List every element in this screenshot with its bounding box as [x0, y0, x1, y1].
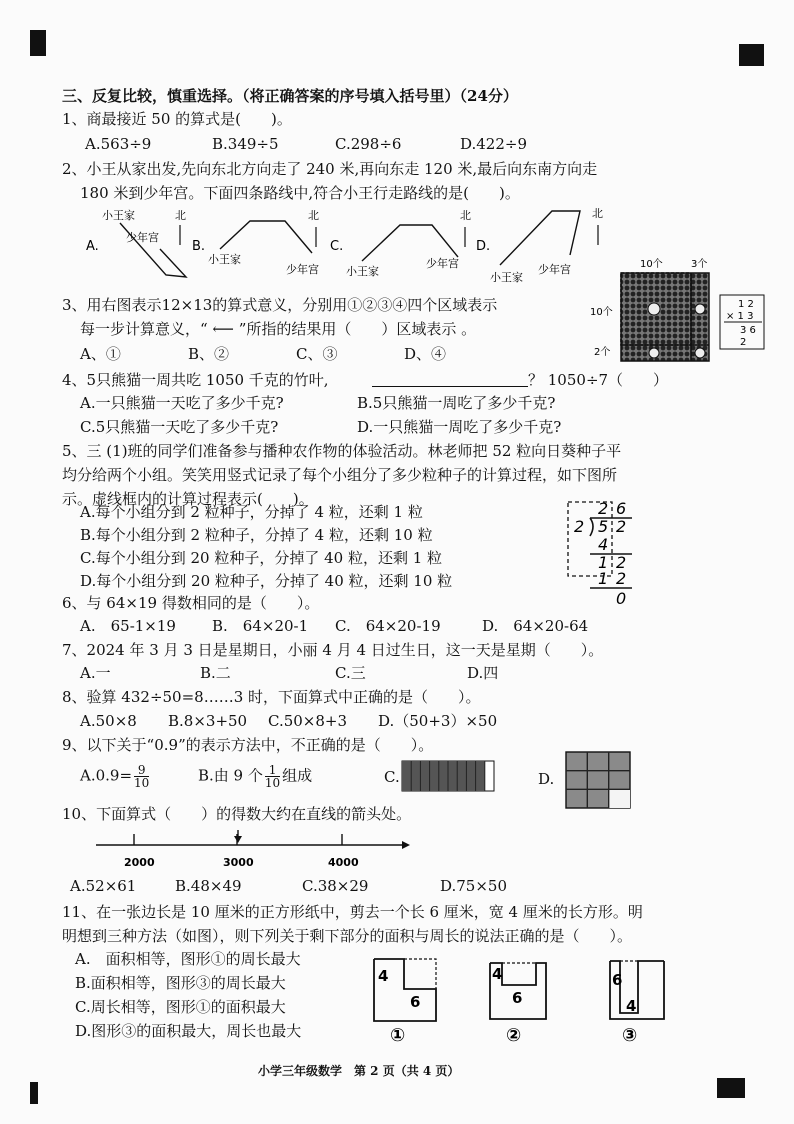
q11-shape-figures [360, 955, 660, 1050]
q9-a-fraction [134, 764, 149, 789]
q9-option-c: C. [384, 768, 400, 786]
q11-option-a: A. 面积相等，图形①的周长最大 [75, 950, 301, 968]
q5-line1: 5、三 (1)班的同学们准备参与播种农作物的体验活动。林老师把 52 粒向日葵种子平 [62, 442, 622, 460]
q3-option-d: D、④ [404, 345, 447, 363]
q9-b-text: B.由 9 个 [198, 766, 263, 785]
q2-a-letter: A. [86, 239, 99, 254]
q11-f3-number: ③ [622, 1025, 638, 1046]
q2-d-north: 北 [592, 207, 603, 220]
q11-option-c: C.周长相等，图形①的面积最大 [75, 998, 286, 1016]
q5-step1: 4 [598, 535, 609, 554]
q7-option-d: D.四 [467, 664, 499, 682]
q3-option-c: C、③ [296, 345, 338, 363]
q1-option-a: A.563÷9 [85, 135, 152, 153]
q2-b-home: 小王家 [208, 253, 241, 266]
q2-line2: 180 米到少年宫。下面四条路线中,符合小王行走路线的是( )。 [80, 184, 520, 202]
q5-quotient-1: 2 [598, 499, 609, 518]
q5-final: 0 [616, 589, 627, 608]
q5-rem1-2: 2 [616, 553, 627, 572]
q2-b-letter: B. [192, 239, 206, 254]
q2-route-figures [80, 205, 620, 285]
q9-stem: 9、以下关于“0.9”的表示方法中，不正确的是（ ）。 [62, 736, 434, 754]
q9-d-grid-figure [566, 752, 630, 808]
q10-tick-4000: 4000 [328, 856, 359, 869]
q11-f2-number: ② [506, 1025, 522, 1046]
q3-option-b: B、② [188, 345, 230, 363]
q3-calc-2: × 1 3 [726, 311, 754, 322]
q9-a-denominator: 10 [134, 776, 150, 790]
page-footer: 小学三年级数学 第 2 页（共 4 页） [258, 1064, 460, 1078]
q6-option-d: D. 64×20-64 [482, 617, 589, 635]
q5-line3: 示。虚线框内的计算过程表示( )。 [62, 490, 314, 508]
q6-option-b: B. 64×20-1 [212, 617, 309, 635]
q10-number-line [90, 828, 410, 870]
scan-mark-top-left [30, 30, 46, 56]
q6-stem: 6、与 64×19 得数相同的是（ ）。 [62, 594, 320, 612]
q5-step2-1: 1 [598, 569, 609, 588]
q5-rem1-1: 1 [598, 553, 609, 572]
q5-quotient-2: 6 [616, 499, 627, 518]
q11-line1: 11、在一张边长是 10 厘米的正方形纸中，剪去一个长 6 厘米，宽 4 厘米的长方形。明 [62, 903, 643, 921]
q1-option-b: B.349÷5 [212, 135, 279, 153]
q11-f1-label-4: 4 [378, 967, 389, 985]
q7-option-a: A.一 [80, 664, 111, 682]
q8-option-a: A.50×8 [80, 712, 137, 730]
q4-option-b: B.5只熊猫一周吃了多少千克? [357, 394, 556, 412]
q2-c-palace: 少年宫 [426, 257, 459, 270]
q2-a-home: 小王家 [102, 209, 135, 222]
q1-option-d: D.422÷9 [460, 135, 528, 153]
q5-long-division [560, 500, 660, 610]
scan-mark-top-right [739, 44, 764, 66]
q11-option-b: B.面积相等，图形③的周长最大 [75, 974, 286, 992]
q1-option-c: C.298÷6 [335, 135, 402, 153]
q5-option-c: C.每个小组分到 20 粒种子，分掉了 40 粒，还剩 1 粒 [80, 549, 443, 567]
q5-option-b: B.每个小组分到 2 粒种子，分掉了 4 粒，还剩 10 粒 [80, 526, 433, 544]
q5-dividend-1: 5 [598, 517, 609, 536]
q10-tick-3000: 3000 [223, 856, 254, 869]
q3-grid-figure [588, 255, 773, 365]
q4-option-c: C.5只熊猫一天吃了多少千克? [80, 418, 279, 436]
q3-calc-4: 2 [740, 337, 747, 348]
q8-option-d: D.（50+3）×50 [378, 712, 498, 730]
q9-c-strip-figure [402, 761, 494, 791]
q2-a-north: 北 [175, 209, 186, 222]
q3-left-label-2: 2个 [594, 347, 611, 358]
q4-answer-blank [372, 386, 528, 387]
q2-d-home: 小王家 [490, 271, 523, 284]
q7-stem: 7、2024 年 3 月 3 日是星期日，小丽 4 月 4 日过生日，这一天是星期（ ）。 [62, 641, 604, 659]
q6-option-a: A. 65-1×19 [80, 617, 176, 635]
q2-c-north: 北 [460, 209, 471, 222]
q8-option-b: B.8×3+50 [168, 712, 248, 730]
q2-c-home: 小王家 [346, 265, 379, 278]
q11-f1-number: ① [390, 1025, 406, 1046]
q10-option-c: C.38×29 [302, 877, 369, 895]
q9-b-denominator: 10 [264, 776, 281, 790]
q3-option-a: A、① [80, 345, 121, 363]
q11-f1-label-6: 6 [410, 993, 421, 1011]
q5-step2-2: 2 [616, 569, 627, 588]
q10-tick-2000: 2000 [124, 856, 155, 869]
q5-option-a: A.每个小组分到 2 粒种子，分掉了 4 粒，还剩 1 粒 [80, 503, 423, 521]
q7-option-b: B.二 [200, 664, 231, 682]
q6-option-c: C. 64×20-19 [335, 617, 441, 635]
q11-f3-label-4: 4 [626, 997, 637, 1015]
q2-a-palace: 少年宫 [126, 231, 159, 244]
q5-option-d: D.每个小组分到 20 粒种子，分掉了 40 粒，还剩 10 粒 [80, 572, 453, 590]
q5-divisor: 2 [574, 517, 585, 536]
q3-top-label-1: 10个 [640, 259, 663, 270]
q4-option-a: A.一只熊猫一天吃了多少千克? [80, 394, 284, 412]
q9-b-numerator: 1 [265, 764, 280, 777]
q2-line1: 2、小王从家出发,先向东北方向走了 240 米,再向东走 120 米,最后向东南方向走 [62, 160, 598, 178]
q2-d-letter: D. [476, 239, 491, 254]
section-title: 三、反复比较，慎重选择。（将正确答案的序号填入括号里）（24分） [62, 87, 518, 105]
q1-stem: 1、商最接近 50 的算式是( )。 [62, 110, 292, 128]
scan-mark-bottom-left [30, 1082, 38, 1104]
q8-option-c: C.50×8+3 [268, 712, 348, 730]
q3-left-label-1: 10个 [590, 307, 613, 318]
q7-option-c: C.三 [335, 664, 366, 682]
q2-b-north: 北 [308, 209, 319, 222]
q2-c-letter: C. [330, 239, 344, 254]
q3-top-label-2: 3个 [691, 259, 708, 270]
q11-option-d: D.图形③的面积最大，周长也最大 [75, 1022, 302, 1040]
q10-option-a: A.52×61 [70, 877, 137, 895]
q2-d-palace: 少年宫 [538, 263, 571, 276]
q9-option-d: D. [538, 770, 555, 788]
q9-option-a [80, 764, 151, 789]
q8-stem: 8、验算 432÷50=8……3 时，下面算式中正确的是（ ）。 [62, 688, 481, 706]
scan-mark-bottom-right [717, 1078, 745, 1098]
q5-line2: 均分给两个小组。笑笑用竖式记录了每个小组分了多少粒种子的计算过程，如下图所 [62, 466, 618, 484]
q5-dividend-2: 2 [616, 517, 627, 536]
q11-f2-label-6: 6 [512, 989, 523, 1007]
q3-calc-3: 3 6 [740, 325, 756, 336]
q10-option-d: D.75×50 [440, 877, 508, 895]
q10-option-b: B.48×49 [175, 877, 242, 895]
q11-line2: 明想到三种方法（如图），则下列关于剩下部分的面积与周长的说法正确的是（ ）。 [62, 927, 633, 945]
q9-b-post: 组成 [282, 766, 313, 785]
q11-f3-label-6: 6 [612, 971, 623, 989]
q3-line2: 每一步计算意义，“ ⟵ ”所指的结果用（ ）区域表示 。 [80, 320, 477, 338]
q9-b-fraction [265, 764, 280, 789]
q4-stem: 4、5只熊猫一周共吃 1050 千克的竹叶, [62, 371, 329, 389]
q4-option-d: D.一只熊猫一周吃了多少千克? [357, 418, 562, 436]
q10-stem: 10、下面算式（ ）的得数大约在直线的箭头处。 [62, 805, 412, 823]
q9-a-text: A.0.9= [80, 766, 133, 785]
q3-calc-1: 1 2 [738, 299, 754, 310]
q11-f2-label-4: 4 [492, 965, 503, 983]
q3-line1: 3、用右图表示12×13的算式意义，分别用①②③④四个区域表示 [62, 296, 498, 314]
q4-tail: ？ 1050÷7（ ） [528, 371, 669, 389]
q2-b-palace: 少年宫 [286, 263, 319, 276]
q9-a-numerator: 9 [134, 764, 149, 777]
q9-option-b [198, 764, 312, 789]
